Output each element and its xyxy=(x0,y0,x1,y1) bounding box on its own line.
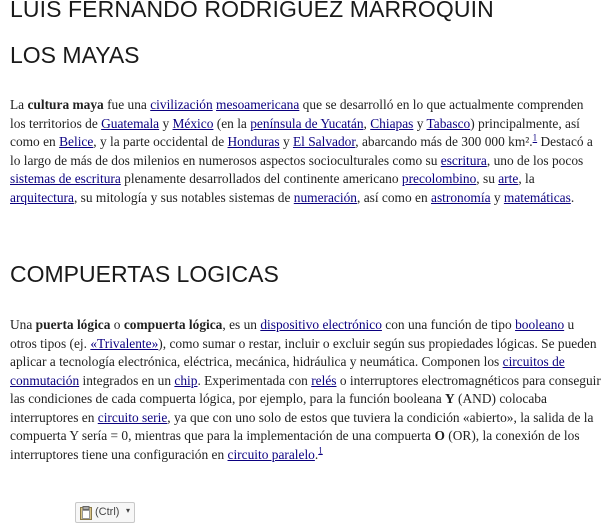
link-dispositivo-electronico[interactable]: dispositivo electrónico xyxy=(260,317,382,332)
bold-term: puerta lógica xyxy=(35,317,111,332)
link-numeracion[interactable]: numeración xyxy=(293,189,357,205)
text: u otros tipos (ej. xyxy=(10,317,575,351)
text: La xyxy=(10,97,28,112)
link-honduras[interactable]: Honduras xyxy=(227,134,280,149)
bold-term: cultura maya xyxy=(27,97,104,112)
text: integrados en un xyxy=(79,372,175,388)
text: Destacó a lo largo de más de dos milenios en numerosos aspectos socioculturales como su xyxy=(10,134,593,168)
link-tabasco[interactable]: Tabasco xyxy=(426,115,471,131)
link-escritura[interactable]: escritura xyxy=(440,152,487,168)
text: ) principalmente, así como en xyxy=(10,115,580,149)
paste-options-button[interactable] xyxy=(75,502,135,523)
paste-options-label: (Ctrl) xyxy=(95,506,120,518)
footnote-link[interactable]: 1 xyxy=(318,445,323,456)
link-mexico[interactable]: México xyxy=(172,115,214,131)
text: , xyxy=(363,115,371,131)
link-belice[interactable]: Belice xyxy=(59,134,94,149)
text: , y la parte occidental de xyxy=(93,134,228,149)
link-precolombino[interactable]: precolombino xyxy=(401,171,477,186)
link-chiapas[interactable]: Chiapas xyxy=(370,115,414,131)
text: , uno de los pocos xyxy=(486,152,584,168)
link-circuito-serie[interactable]: circuito serie xyxy=(97,409,168,425)
link-trivalente[interactable]: «Trivalente» xyxy=(90,335,159,351)
text: (AND) colocaba interruptores en xyxy=(10,391,547,425)
chevron-down-icon: ▾ xyxy=(126,506,131,515)
text: y xyxy=(159,115,173,131)
link-arte[interactable]: arte xyxy=(498,171,519,186)
text: , su xyxy=(476,171,499,186)
link-sistemas-de-escritura[interactable]: sistemas de escritura xyxy=(10,171,121,186)
text: (OR), la conexión de los interruptores tiene una configuración en xyxy=(10,428,580,462)
link-peninsula-yucatan[interactable]: península de Yucatán xyxy=(250,115,364,131)
link-guatemala[interactable]: Guatemala xyxy=(101,115,160,131)
text: , es un xyxy=(222,317,261,332)
link-reles[interactable]: relés xyxy=(311,372,337,388)
text: o interruptores electromagnéticos para conseguir las condiciones de cada compuerta lógica, por ejemplo, para la función booleana xyxy=(10,372,601,406)
link-booleano[interactable]: booleano xyxy=(515,317,565,332)
link-circuitos-de-conmutacion[interactable]: circuitos de conmutación xyxy=(10,354,565,388)
footnote-link[interactable]: 1 xyxy=(532,132,538,143)
text: , abarcando más de 300 000 km². xyxy=(355,134,533,149)
document-title: LUIS FERNANDO RODRIGUEZ MARROQUIN xyxy=(10,0,494,22)
text: . xyxy=(570,189,575,205)
text: ), como sumar o restar, incluir o excluir según sus propiedades lógicas. Se pueden aplicar a tecnología electrónica, eléctrica, mecánica, hidráulica y neumática. Componen los xyxy=(10,335,597,369)
text: y xyxy=(279,134,293,149)
bold-term: compuerta lógica xyxy=(123,317,223,332)
paragraph-mayas xyxy=(10,96,602,207)
link-civilizacion[interactable]: civilización xyxy=(150,97,213,112)
link-circuito-paralelo[interactable]: circuito paralelo xyxy=(227,446,315,462)
paragraph-compuertas xyxy=(10,316,602,464)
link-astronomia[interactable]: astronomía xyxy=(431,189,491,205)
text: . xyxy=(314,446,319,462)
heading-compuertas-logicas: COMPUERTAS LOGICAS xyxy=(10,261,279,287)
text: (en la xyxy=(213,115,251,131)
text: , así como en xyxy=(357,189,432,205)
text: , ya que con uno solo de estos que tuviera la condición «abierto», la salida de la compuerta Y sería = 0, mientras que para la implementación de una compuerta xyxy=(10,409,594,443)
text: fue una xyxy=(103,97,151,112)
link-mesoamericana[interactable]: mesoamericana xyxy=(216,97,300,112)
clipboard-icon xyxy=(80,506,92,520)
text: Una xyxy=(10,317,36,332)
text: . Experimentada con xyxy=(197,372,312,388)
link-arquitectura[interactable]: arquitectura xyxy=(10,189,74,205)
text: plenamente desarrollados del continente americano xyxy=(120,171,402,186)
text: que se desarrolló en lo que actualmente comprenden los territorios de xyxy=(10,97,584,131)
text: o xyxy=(110,317,124,332)
link-chip[interactable]: chip xyxy=(174,372,198,388)
heading-los-mayas: LOS MAYAS xyxy=(10,42,140,68)
text: , la xyxy=(518,171,535,186)
text: y xyxy=(413,115,427,131)
link-el-salvador[interactable]: El Salvador xyxy=(292,134,356,149)
link-matematicas[interactable]: matemáticas xyxy=(503,189,571,205)
text: y xyxy=(490,189,504,205)
bold-term: Y xyxy=(445,391,455,406)
bold-term: O xyxy=(434,428,445,443)
text: , su mitología y sus notables sistemas de xyxy=(73,189,294,205)
text: con una función de tipo xyxy=(381,317,516,332)
